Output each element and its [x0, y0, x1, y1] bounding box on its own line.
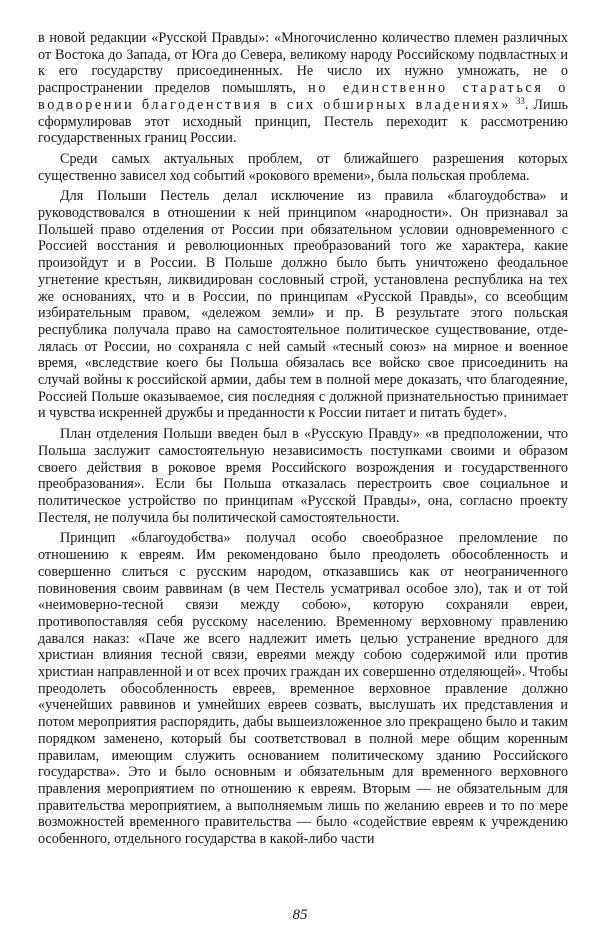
paragraph-4: [38, 426, 568, 526]
text-run: Среди самых актуальных проблем, от ближайшего разрешения которых существенно зависел ход событий «рокового времени», была польская проблема.: [38, 150, 568, 184]
text-run: . Лишь сформулировав этот исходный принцип, Пестель переходит к рассмотрению государственных границ России.: [38, 96, 568, 147]
paragraph-3: [38, 188, 568, 422]
text-run: в новой редакции «Русской Правды»: «Многочисленно количество племен различных от Востока до Запада, от Юга до Севера, великому народу Российскому подвластных и к его государству присоединенных. Не число их нужно умножать, не о распространении пределов помышлять,: [38, 30, 568, 97]
text-run: Принцип «благоудобства» получал особо своеобразное преломление по отношению к евреям. Им рекомендовано было преодолеть обособленность и совершенно слиться с русским народом, отказавшись как от неограниченного повиновения своим раввинам (в чем Пестель усматривал особое зло), так и от той «неимоверно-тесной связи между собою», которую сохраняли евреи, противопоставляя себя русскому населению. Временному верховному правлению давался наказ: «Паче же всего надлежит иметь целью устранение вредного для христиан влияния тесной связи, евреями между собою содержимой или против христиан направленной и от всех прочих граждан их совершенно отделяющей». Чтобы преодолеть обособленность евреев, временное верховное правление должно «ученейших раввинов и умнейших евреев созвать, выслушать их представления и потом мероприятия распорядить, дабы вышеизложенное зло прекращено было и таким порядком заменено, который бы соответствовал в полной мере общим коренным правилам, имеющим служить основанием политическому зданию Российского государства». Это и было основным и обязательным для временного верховного правления мероприятием по отношению к евреям. Вторым — не обязательным для правительства мероприятием, а выполняемым лишь по желанию евреев и то по мере возможностей временного правительства — было «содействие евреям к учреждению особенного, отдельного государства в какой-либо части: [38, 530, 568, 848]
footnote-reference: 33: [515, 95, 525, 106]
page-number: 85: [292, 907, 308, 923]
text-run: Для Польши Пестель делал исключение из правила «благоудобства» и руководствовался в отношении к ней принципом «народности». Он признавал за Польшей право отделения от России при обязательном условии одновременного с Россией восстания и революционных преобразований того же характера, какие произойдут и в России. В Польше должно было быть уничтожено феодальное угнетение крестьян, ликвидирован сословный строй, установлена республика на тех же основаниях, что и в России, по принципам «Русской Правды», со всеобщим избирательным правом, «дележом земли» и пр. В результате этого польская республика получала право на самостоятельное политическое существование, отделялась от России, но сохраняла с ней самый «тесный союз» на мирное и военное время, «вследствие коего бы Польша обязалась все войско свое присоединить на случай войны к российской армии, дабы тем в полной мере доказать, что благодеяние, Россией Польше оказываемое, сия последняя с должной признательностью принимает и чувства искренней дружбы и преданности к России питает и питать будет».: [38, 188, 568, 422]
book-page: [38, 30, 568, 910]
paragraph-1: [38, 30, 568, 147]
spaced-quotation: но единственно стараться о водворении благоденствия в сих обширных владениях»: [38, 80, 568, 113]
paragraph-5: [38, 530, 568, 847]
paragraph-2: [38, 151, 568, 184]
text-run: План отделения Польши введен был в «Русскую Правду» «в предположении, что Польша заслужит самостоятельную независимость поступками своими и образом своего действия в роковое время Российского возрождения и государственного преобразования». Если бы Польша отказалась перестроить свое социальное и политическое устройство по принципам «Русской Правды», она, согласно проекту Пестеля, не получила бы политической самостоятельности.: [38, 426, 568, 526]
